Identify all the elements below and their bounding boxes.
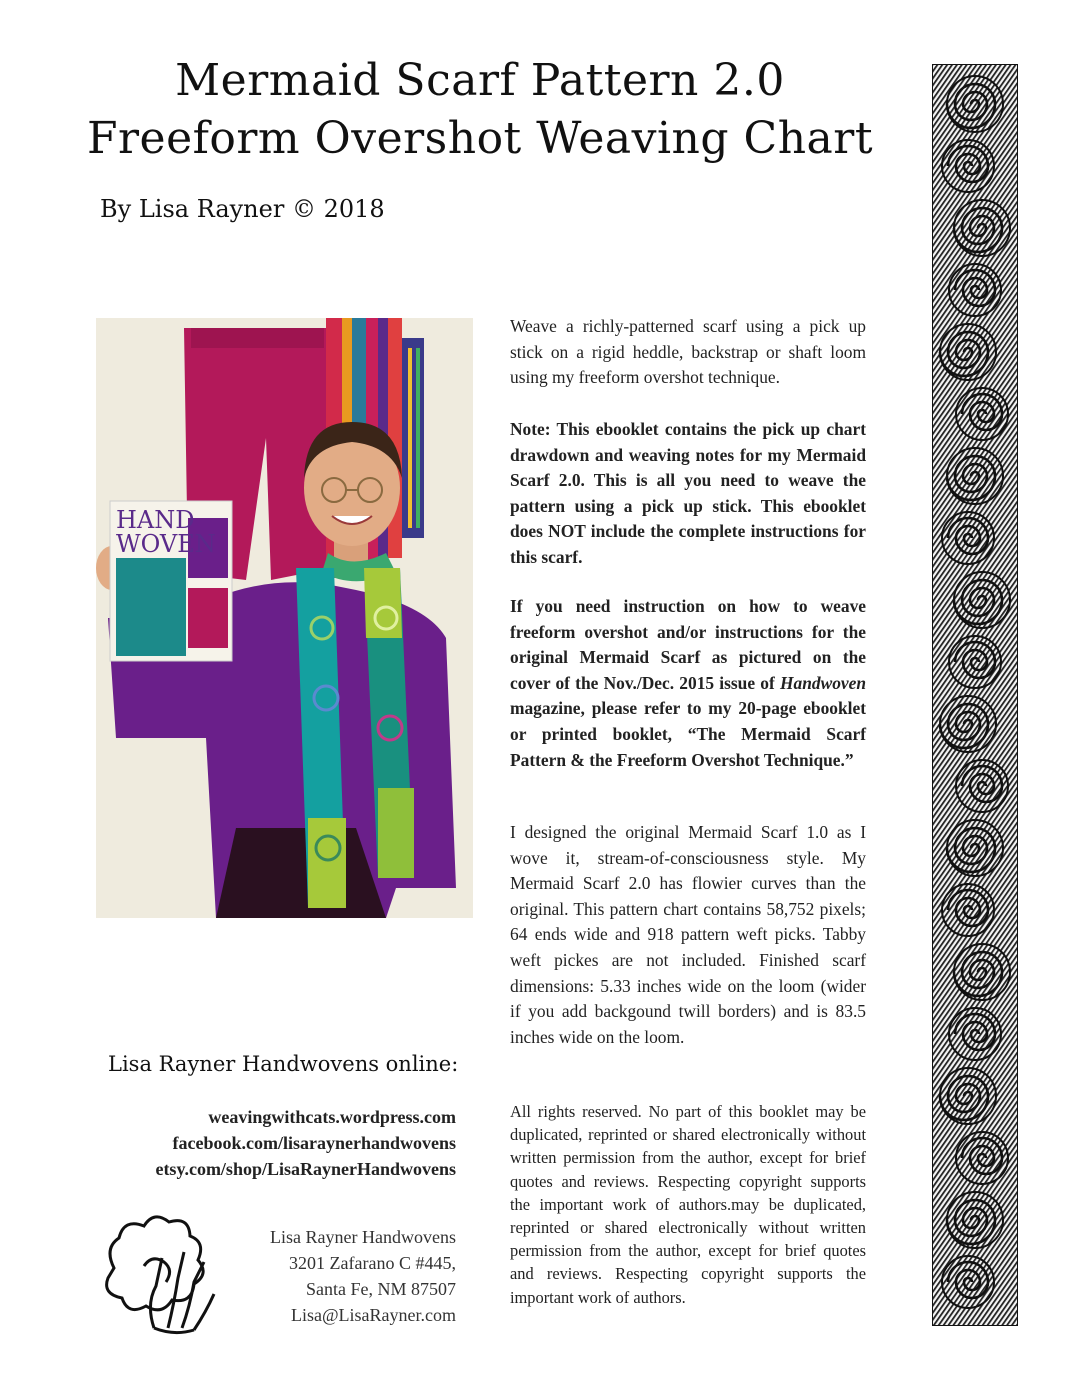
link-facebook[interactable]: facebook.com/lisaraynerhandwovens	[172, 1133, 456, 1153]
spiral-motif	[942, 512, 994, 564]
spiral-motif	[942, 884, 994, 936]
address-city: Santa Fe, NM 87507	[306, 1279, 456, 1299]
online-links	[96, 1104, 456, 1182]
magazine-title-line-1: HAND	[116, 506, 195, 534]
intro-paragraph: Weave a richly-patterned scarf using a pick up stick on a rigid heddle, backstrap or shaft loom using my freeform overshot technique.	[510, 316, 866, 388]
spiral-motif	[954, 200, 1010, 256]
spiral-motif	[942, 140, 994, 192]
address-email[interactable]: Lisa@LisaRayner.com	[290, 1305, 456, 1325]
title-line-1: Mermaid Scarf Pattern 2.0	[175, 55, 785, 106]
spiral-motif	[949, 264, 1001, 316]
spiral-motif	[947, 1192, 1003, 1248]
spiral-pattern-band	[932, 64, 1018, 1326]
online-heading: Lisa Rayner Handwovens online:	[108, 1052, 459, 1076]
spiral-motif	[956, 388, 1008, 440]
spiral-motif	[940, 1068, 996, 1124]
spiral-motif	[947, 448, 1003, 504]
spiral-motif	[954, 944, 1010, 1000]
magazine-title-line-2: WOVEN	[116, 530, 216, 558]
spiral-motif	[942, 1256, 994, 1308]
link-etsy[interactable]: etsy.com/shop/LisaRaynerHandwovens	[155, 1159, 456, 1179]
design-paragraph: I designed the original Mermaid Scarf 1.0 as I wove it, stream-of-consciousness style. My Mermaid Scarf 2.0 has flowier curves than the original. This pattern chart contains 58,752 pixels; 64 ends wide and 918 pattern weft picks. Tabby weft pickes are not included. Finished scarf dimensions: 5.33 inches wide on the loom (wider if you add backgound twill borders) and is 83.5 inches wide on the loom.	[510, 822, 866, 1047]
spiral-motif	[954, 572, 1010, 628]
spiral-motif	[949, 636, 1001, 688]
spiral-motif	[947, 820, 1003, 876]
spiral-motif	[940, 324, 996, 380]
link-wordpress[interactable]: weavingwithcats.wordpress.com	[208, 1107, 456, 1127]
spiral-motif	[956, 760, 1008, 812]
page-title	[60, 52, 900, 168]
address-name: Lisa Rayner Handwovens	[270, 1227, 456, 1247]
note-paragraph: Note: This ebooklet contains the pick up chart drawdown and weaving notes for my Mermaid Scarf 2.0. This is all you need to weave the pattern using a pick up stick. This ebooklet does NOT include the complete instructions for this scarf.	[510, 419, 866, 567]
byline: By Lisa Rayner © 2018	[100, 195, 385, 223]
spiral-motif	[947, 76, 1003, 132]
hand-logo-icon	[94, 1208, 224, 1336]
spiral-motif	[940, 696, 996, 752]
title-line-2: Freeform Overshot Weaving Chart	[86, 113, 873, 164]
reference-paragraph: If you need instruction on how to weave freeform overshot and/or instructions for the original Mermaid Scarf as pictured on the cover of the Nov./Dec. 2015 issue of Handwoven magazine, please refer to my 20-page ebooklet or printed booklet, “The Mermaid Scarf Pattern & the Freeform Overshot Technique.”	[510, 596, 866, 770]
mailing-address	[236, 1224, 456, 1328]
address-street: 3201 Zafarano C #445,	[289, 1253, 456, 1273]
spiral-motif	[956, 1132, 1008, 1184]
copyright-paragraph: All rights reserved. No part of this booklet may be duplicated, reprinted or shared electronically without written permission from the author, except for brief quotes and reviews. Respecting copyright supports the important work of authors.may be duplicated, reprinted or shared electronically without written permission from the author, except for brief quotes and reviews. Respecting copyright supports the important work of authors.	[510, 1102, 866, 1307]
author-photo	[96, 318, 473, 918]
spiral-motif	[949, 1008, 1001, 1060]
